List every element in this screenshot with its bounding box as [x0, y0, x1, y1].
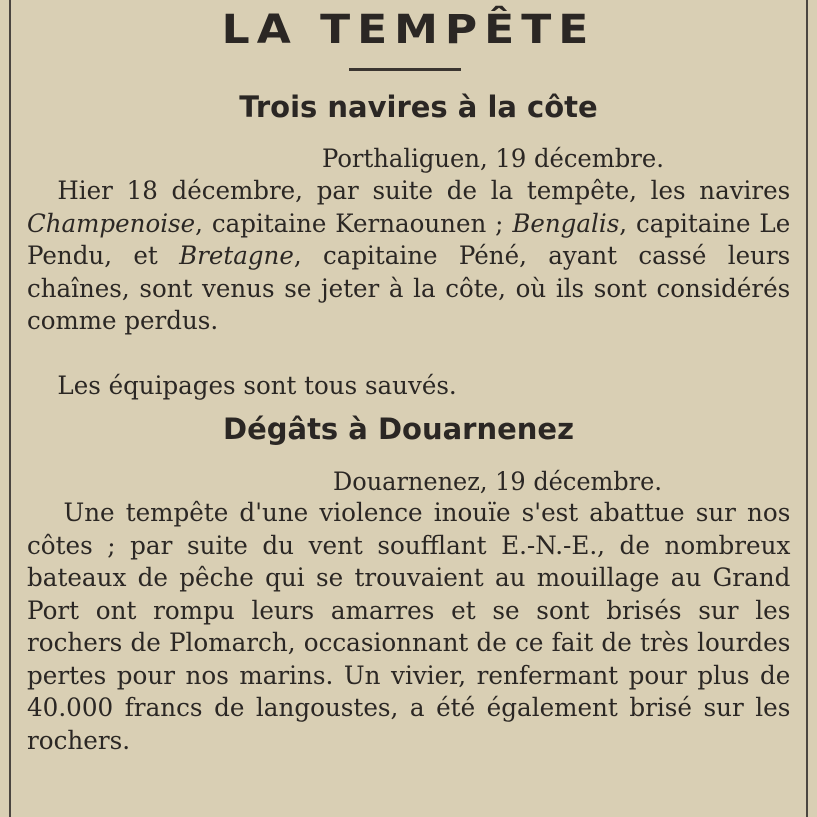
- headline: LA TEMPÊTE: [221, 6, 596, 53]
- ship-name-champenoise: Champenoise: [27, 208, 196, 238]
- section1-dateline: Porthaliguen, 19 décembre.: [322, 144, 664, 173]
- section1-title: Trois navires à la côte: [239, 90, 598, 124]
- section1-paragraph: [27, 175, 790, 338]
- section2-dateline: Douarnenez, 19 décembre.: [333, 467, 662, 496]
- section1-text-c: , capitaine Le Pendu, et: [27, 208, 791, 270]
- section2-title: Dégâts à Douarnenez: [223, 412, 574, 446]
- ship-name-bengalis: Bengalis: [512, 208, 620, 238]
- section1-paragraph-2: Les équipages sont tous sauvés.: [57, 371, 457, 400]
- section1-text-b: , capitaine Kernaounen ;: [195, 208, 513, 238]
- ship-name-bretagne: Bretagne: [179, 241, 294, 270]
- section2-paragraph: Une tempête d'une violence inouïe s'est abattue sur nos côtes ; par suite du vent soufflant E.-N.-E., de nombreux bateaux de pêche qui se trouvaient au mouillage au Grand Port ont rompu leurs amarres et se sont brisés sur les rochers de Plomarch, occasionnant de ce fait de très lourdes pertes pour nos marins. Un vivier, renfermant pour plus de 40.000 francs de langoustes, a été également brisé sur les rochers.: [27, 498, 791, 755]
- section1-text-a: Hier 18 décembre, par suite de la tempête, les navires: [57, 176, 791, 205]
- section1-text-d: , capitaine Péné, ayant cassé leurs chaînes, sont venus se jeter à la côte, où ils sont considérés comme perdus.: [27, 241, 791, 335]
- headline-divider: [349, 68, 461, 71]
